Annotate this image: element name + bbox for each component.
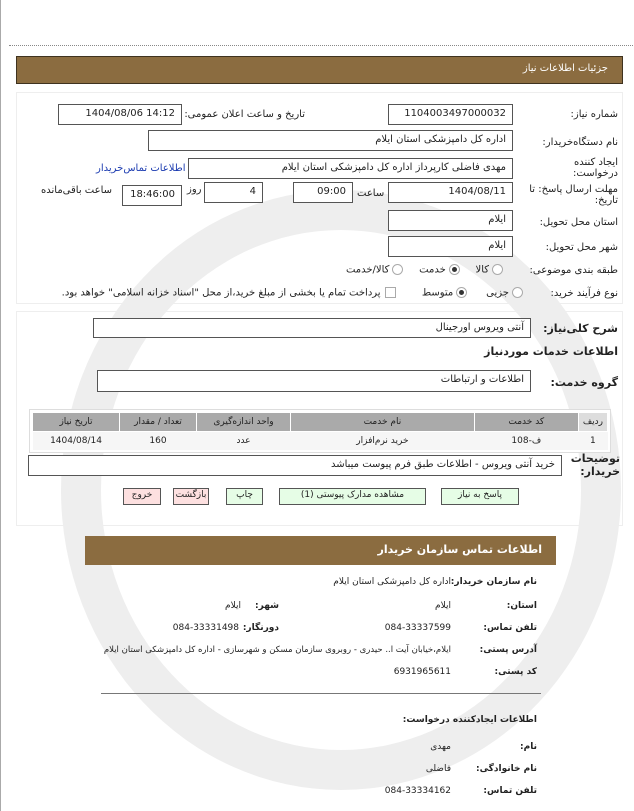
- col-row: ردیف: [578, 413, 607, 432]
- radio-goods-label: کالا: [475, 264, 489, 276]
- postal-label: کد پستی:: [494, 667, 537, 677]
- radio-minor-label: جزیی: [486, 287, 509, 299]
- name-value: مهدی: [430, 742, 451, 752]
- cell-name: خرید نرم‌افزار: [291, 432, 475, 451]
- creator-heading: اطلاعات ایجادکننده درخواست:: [402, 715, 537, 725]
- province-label: استان محل تحویل:: [539, 217, 618, 228]
- postal-value: 6931965611: [393, 667, 451, 677]
- contact-city-value: ایلام: [225, 601, 241, 611]
- family-value: فاضلی: [425, 764, 451, 774]
- radio-medium-label: متوسط: [421, 287, 454, 299]
- city-label: شهر محل تحویل:: [545, 242, 618, 253]
- radio-goods[interactable]: [492, 264, 503, 275]
- creator-label: ایجاد کننده درخواست:: [573, 157, 618, 179]
- radio-goods-service-label: کالا/خدمت: [345, 264, 390, 276]
- contact-province-value: ایلام: [435, 601, 451, 611]
- cell-unit: عدد: [197, 432, 291, 451]
- creator-phone-label: تلفن تماس:: [483, 786, 537, 796]
- creator-field: مهدی فاضلی کارپرداز اداره کل دامپزشکی استان ایلام: [188, 158, 513, 179]
- need-number-label: شماره نیاز:: [570, 109, 618, 120]
- cell-row: 1: [578, 432, 607, 451]
- creator-phone-value: 084-33334162: [384, 786, 451, 796]
- radio-goods-service[interactable]: [392, 264, 403, 275]
- deadline-date-field: 1404/08/11: [388, 182, 513, 203]
- remaining-field: 18:46:00: [122, 185, 182, 206]
- buyer-field: اداره کل دامپزشکی استان ایلام: [148, 130, 513, 151]
- contact-divider: [101, 693, 541, 694]
- announce-field: 1404/08/06 14:12: [58, 104, 182, 125]
- col-date: تاریخ نیاز: [33, 413, 120, 432]
- exit-button[interactable]: خروج: [123, 488, 161, 505]
- group-label: گروه خدمت:: [550, 376, 618, 389]
- treasury-checkbox[interactable]: [385, 287, 396, 298]
- address-value: ایلام،خیابان آیت ا.. حیدری - روبروی سازمان مسکن و شهرسازی - اداره کل دامپزشکی استان ایلام: [103, 645, 451, 655]
- radio-service-label: خدمت: [419, 264, 446, 276]
- cell-code: ف-108: [474, 432, 578, 451]
- days-label: روز: [187, 184, 202, 195]
- back-button[interactable]: بازگشت: [173, 488, 209, 505]
- process-radio-group: [62, 287, 526, 299]
- services-table: [32, 412, 608, 450]
- contact-province-label: استان:: [506, 601, 537, 611]
- reply-button[interactable]: پاسخ به نیاز: [441, 488, 519, 505]
- process-label: نوع فرآیند خرید:: [550, 288, 618, 299]
- category-radio-group: [346, 264, 506, 276]
- province-field: ایلام: [388, 210, 513, 231]
- deadline-label: مهلت ارسال پاسخ: تا تاریخ:: [529, 184, 618, 206]
- org-value: اداره کل دامپزشکی استان ایلام: [333, 577, 451, 587]
- table-header-row: [33, 413, 608, 432]
- print-button[interactable]: چاپ: [226, 488, 263, 505]
- divider: [9, 45, 634, 46]
- deadline-time-field: 09:00: [293, 182, 353, 203]
- radio-service[interactable]: [449, 264, 460, 275]
- phone-value: 084-33337599: [384, 623, 451, 633]
- phone-label: تلفن تماس:: [483, 623, 537, 633]
- treasury-note: پرداخت تمام یا بخشی از مبلغ خرید،از محل "اسناد خزانه اسلامی" خواهد بود.: [61, 287, 381, 299]
- notes-field: خرید آنتی ویروس - اطلاعات طبق فرم پیوست میباشد: [28, 455, 562, 476]
- group-field: اطلاعات و ارتباطات: [97, 370, 531, 392]
- attachments-button[interactable]: مشاهده مدارک پیوستی (1): [279, 488, 426, 505]
- contact-city-label: شهر:: [255, 601, 279, 611]
- buyer-contact-link[interactable]: اطلاعات تماس‌خریدار: [96, 163, 186, 174]
- days-field: 4: [204, 182, 263, 203]
- org-label: نام سازمان خریدار:: [450, 577, 537, 587]
- address-label: آدرس پستی:: [479, 645, 537, 655]
- services-table-wrap: [29, 409, 611, 453]
- col-unit: واحد اندازه‌گیری: [197, 413, 291, 432]
- name-label: نام:: [520, 742, 537, 752]
- summary-label: شرح کلی‌نیاز:: [543, 322, 618, 335]
- family-label: نام خانوادگی:: [475, 764, 537, 774]
- need-number-field: 1104003497000032: [388, 104, 513, 125]
- contact-header: اطلاعات تماس سازمان خریدار: [85, 536, 556, 565]
- fax-value: 084-33331498: [172, 623, 239, 633]
- col-qty: تعداد / مقدار: [120, 413, 197, 432]
- col-name: نام خدمت: [291, 413, 475, 432]
- fax-label: دورنگار:: [242, 623, 279, 633]
- time-label: ساعت: [357, 188, 385, 199]
- page-header: جزئیات اطلاعات نیاز: [16, 56, 623, 84]
- cell-date: 1404/08/14: [33, 432, 120, 451]
- table-row: [33, 432, 608, 451]
- buyer-label: نام دستگاه‌خریدار:: [542, 137, 618, 148]
- city-field: ایلام: [388, 236, 513, 257]
- summary-field: آنتی ویروس اورجینال: [93, 318, 531, 338]
- radio-medium[interactable]: [456, 287, 467, 298]
- col-code: کد خدمت: [474, 413, 578, 432]
- remaining-label: ساعت باقی‌مانده: [41, 185, 113, 196]
- notes-label: توضیحات خریدار:: [570, 452, 620, 478]
- services-heading: اطلاعات خدمات موردنیاز: [484, 345, 618, 358]
- cell-qty: 160: [120, 432, 197, 451]
- category-label: طبقه بندی موضوعی:: [529, 265, 618, 276]
- radio-minor[interactable]: [512, 287, 523, 298]
- announce-label: تاریخ و ساعت اعلان عمومی:: [184, 109, 305, 120]
